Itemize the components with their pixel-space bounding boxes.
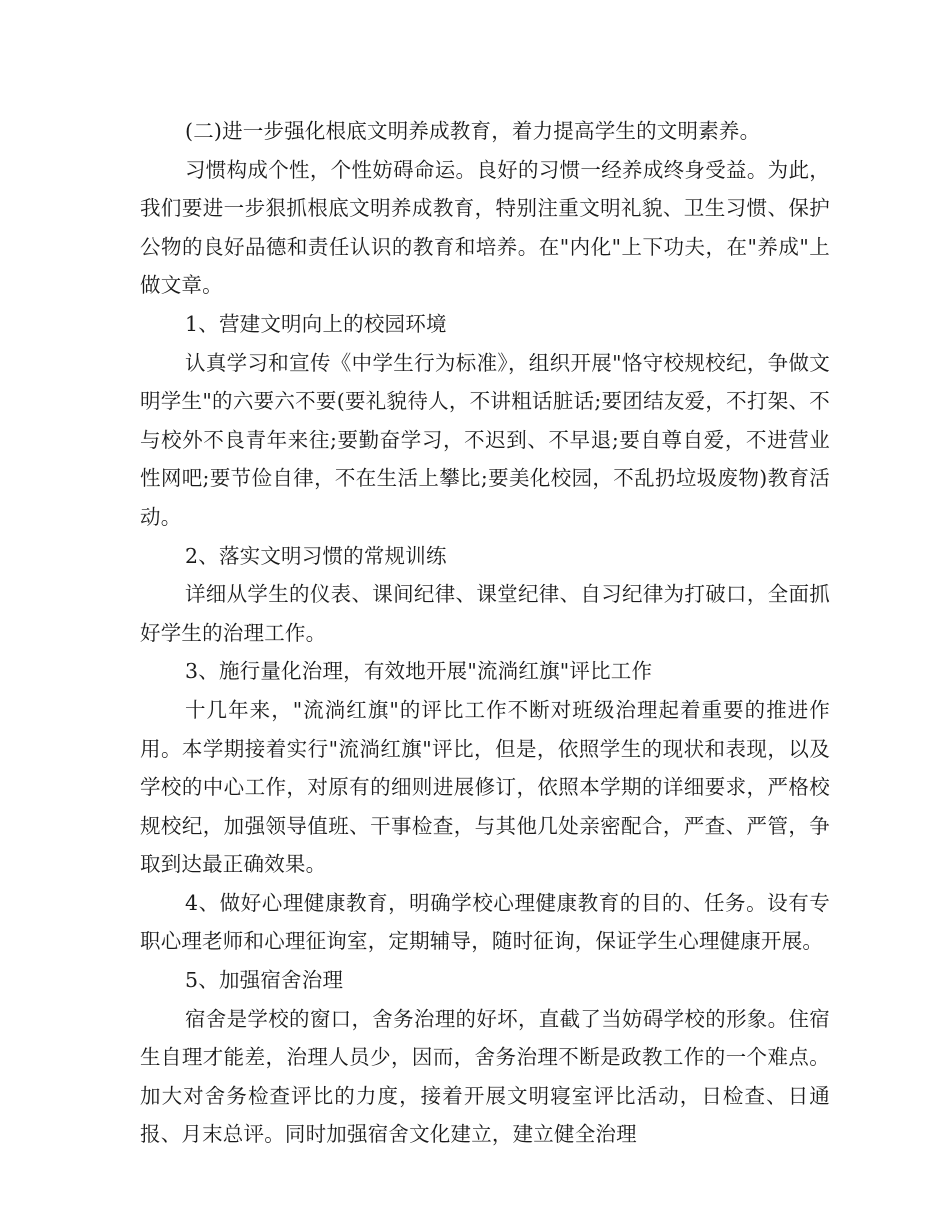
section-heading: (二)进一步强化根底文明养成教育，着力提高学生的文明素养。: [185, 119, 761, 143]
item-heading: 2、落实文明习惯的常规训练: [185, 543, 447, 568]
body-paragraph: 习惯构成个性，个性妨碍命运。良好的习惯一经养成终身受益。为此，我们要进一步狠抓根底文明养成教育，特别注重文明礼貌、卫生习惯、保护公物的良好品德和责任认识的教育和培养。在"内化"上下功夫，在"养成"上做文章。: [140, 157, 830, 298]
body-paragraph: 详细从学生的仪表、课间纪律、课堂纪律、自习纪律为打破口，全面抓好学生的治理工作。: [140, 582, 830, 645]
body-paragraph: 4、做好心理健康教育，明确学校心理健康教育的目的、任务。设有专职心理老师和心理征询室，定期辅导，随时征询，保证学生心理健康开展。: [140, 890, 830, 954]
item-heading: 1、营建文明向上的校园环境: [185, 311, 447, 336]
item-heading: 5、加强宿舍治理: [185, 968, 344, 993]
item-heading: 3、施行量化治理，有效地开展"流淌红旗"评比工作: [185, 659, 653, 684]
body-paragraph: 宿舍是学校的窗口，舍务治理的好坏，直截了当妨碍学校的形象。住宿生自理才能差，治理人员少，因而，舍务治理不断是政教工作的一个难点。加大对舍务检查评比的力度，接着开展文明寝室评比活动，日检查、日通报、月末总评。同时加强宿舍文化建立，建立健全治理: [140, 1006, 830, 1147]
body-paragraph: 认真学习和宣传《中学生行为标准》，组织开展"恪守校规校纪，争做文明学生"的六要六不要(要礼貌待人，不讲粗话脏话;要团结友爱，不打架、不与校外不良青年来往;要勤奋学习，不迟到、不早退;要自尊自爱，不进营业性网吧;要节俭自律，不在生活上攀比;要美化校园，不乱扔垃圾废物)教育活动。: [140, 350, 830, 529]
body-paragraph: 十几年来，"流淌红旗"的评比工作不断对班级治理起着重要的推进作用。本学期接着实行"流淌红旗"评比，但是，依照学生的现状和表现，以及学校的中心工作，对原有的细则进展修订，依照本学期的详细要求，严格校规校纪，加强领导值班、干事检查，与其他几处亲密配合，严查、严管，争取到达最正确效果。: [140, 697, 830, 877]
document-body: [140, 112, 830, 1154]
